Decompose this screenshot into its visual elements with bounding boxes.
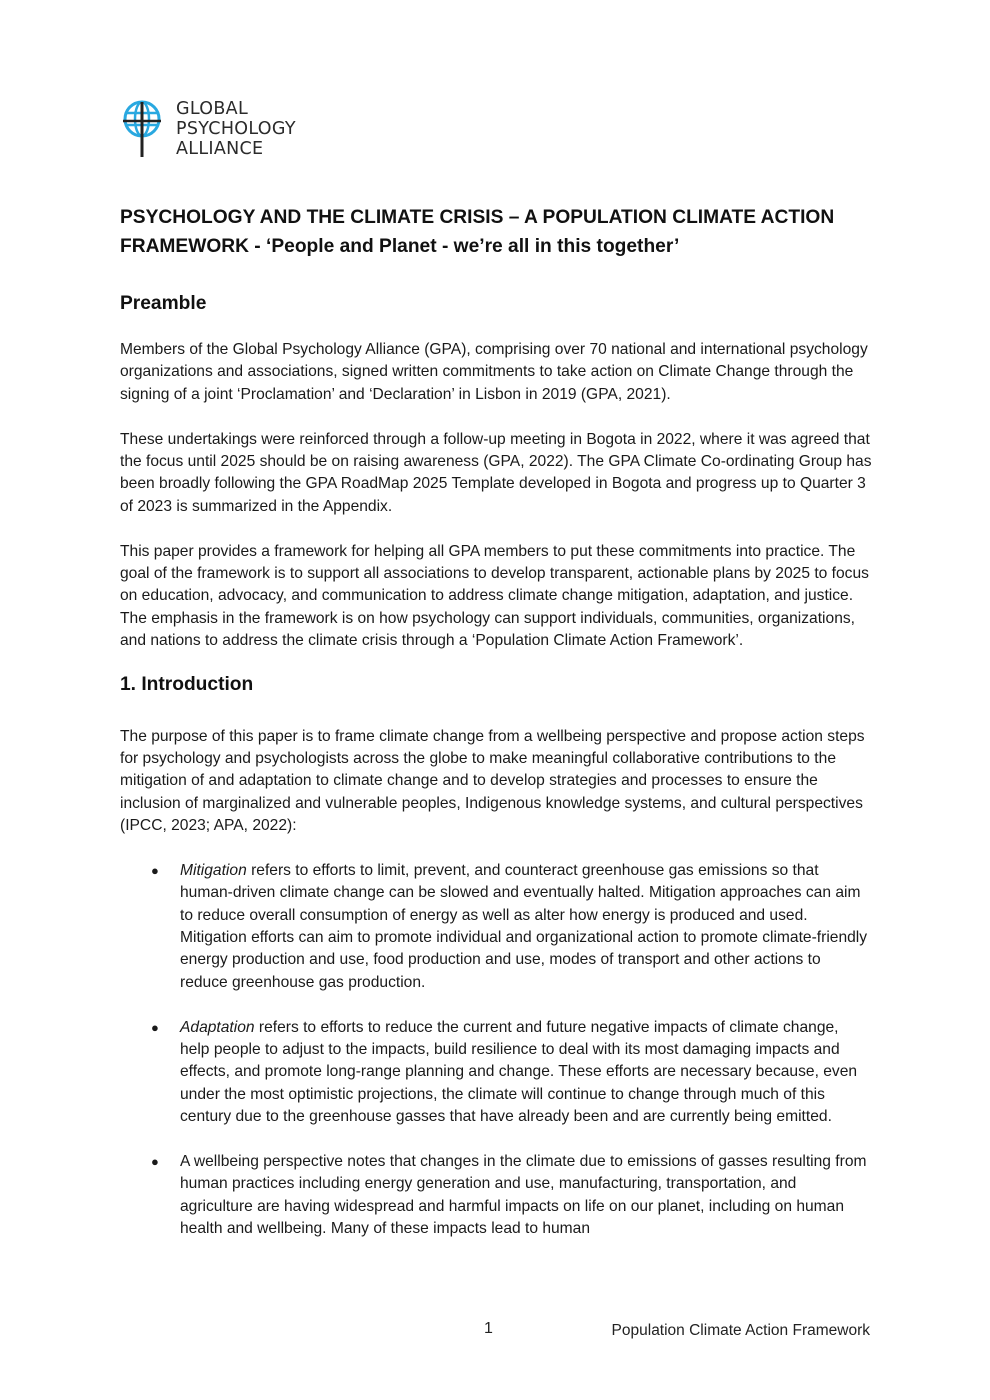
bullet-text: A wellbeing perspective notes that changes in the climate due to emissions of gasses resulting from human practices including energy generation and use, manufacturing, transportation, and agriculture are having widespread and harmful impacts on life on our planet, including on human health and wellbeing. Many of these impacts lead to human (180, 1152, 867, 1238)
preamble-paragraph-2: These undertakings were reinforced through a follow-up meeting in Bogota in 2022, where it was agreed that the focus until 2025 should be on raising awareness (GPA, 2022). The GPA Climate Co-ordinating Group has been broadly following the GPA RoadMap 2025 Template developed in Bogota and progress up to Quarter 3 of 2023 is summarized in the Appendix. (120, 430, 872, 515)
list-item-adaptation (120, 1017, 872, 1129)
document-body (120, 203, 872, 1241)
bullet-term: Adaptation (180, 1018, 255, 1036)
introduction-heading: 1. Introduction (120, 673, 254, 695)
bullet-text: refers to efforts to reduce the current and future negative impacts of climate change, help people to adjust to the impacts, build resilience to deal with its most damaging impacts and effects, and promote long-range planning and change. These efforts are necessary because, even under the most optimistic projections, the climate will continue to change through much of this century due to the greenhouse gasses that have already been and are currently being emitted. (180, 1018, 858, 1126)
gpa-logo (122, 99, 342, 161)
footer-title: Population Climate Action Framework (611, 1322, 870, 1339)
logo-line-1: GLOBAL (176, 99, 248, 119)
preamble-paragraph-1: Members of the Global Psychology Alliance (GPA), comprising over 70 national and international psychology organizations and associations, signed written commitments to take action on Climate Change through the signing of a joint ‘Proclamation’ and ‘Declaration’ in Lisbon in 2019 (GPA, 2021). (120, 341, 868, 403)
bullet-marker: ● (151, 1153, 159, 1169)
preamble-paragraph-3: This paper provides a framework for helping all GPA members to put these commitments into practice. The goal of the framework is to support all associations to develop transparent, actionable plans by 2025 to focus on education, advocacy, and communication to address climate change mitigation, adaptation, and justice. The emphasis in the framework is on how psychology can support individuals, communities, organizations, and nations to address the climate crisis through a ‘Population Climate Action Framework’. (120, 542, 869, 650)
logo-line-3: ALLIANCE (176, 139, 264, 159)
logo-wordmark (176, 99, 296, 159)
bullet-term: Mitigation (180, 861, 247, 879)
bullet-text: refers to efforts to limit, prevent, and counteract greenhouse gas emissions so that human-driven climate change can be slowed and eventually halted. Mitigation approaches can aim to reduce overall consumption of energy as well as alter how energy is produced and used. Mitigation efforts can aim to promote individual and organizational action to promote climate-friendly energy production and use, food production and use, modes of transport and other actions to reduce greenhouse gas production. (180, 861, 868, 991)
document-title: PSYCHOLOGY AND THE CLIMATE CRISIS – A POPULATION CLIMATE ACTION FRAMEWORK - ‘People and Planet - we’re all in this together’ (120, 207, 835, 257)
list-item-mitigation (120, 860, 872, 994)
page-footer (0, 1320, 990, 1342)
introduction-paragraph: The purpose of this paper is to frame climate change from a wellbeing perspective and propose action steps for psychology and psychologists across the globe to make meaningful collaborative contributions to the mitigation of and adaptation to climate change and to develop strategies and processes to ensure the inclusion of marginalized and vulnerable peoples, Indigenous knowledge systems, and cultural perspectives (IPCC, 2023; APA, 2022): (120, 727, 865, 835)
logo-line-2: PSYCHOLOGY (176, 119, 296, 139)
list-item-wellbeing (120, 1151, 872, 1241)
bullet-marker: ● (151, 1019, 159, 1035)
globe-icon (122, 99, 166, 159)
bullet-marker: ● (151, 862, 159, 878)
introduction-bullet-list (120, 860, 872, 1241)
preamble-heading: Preamble (120, 293, 207, 314)
page-number: 1 (484, 1320, 493, 1337)
